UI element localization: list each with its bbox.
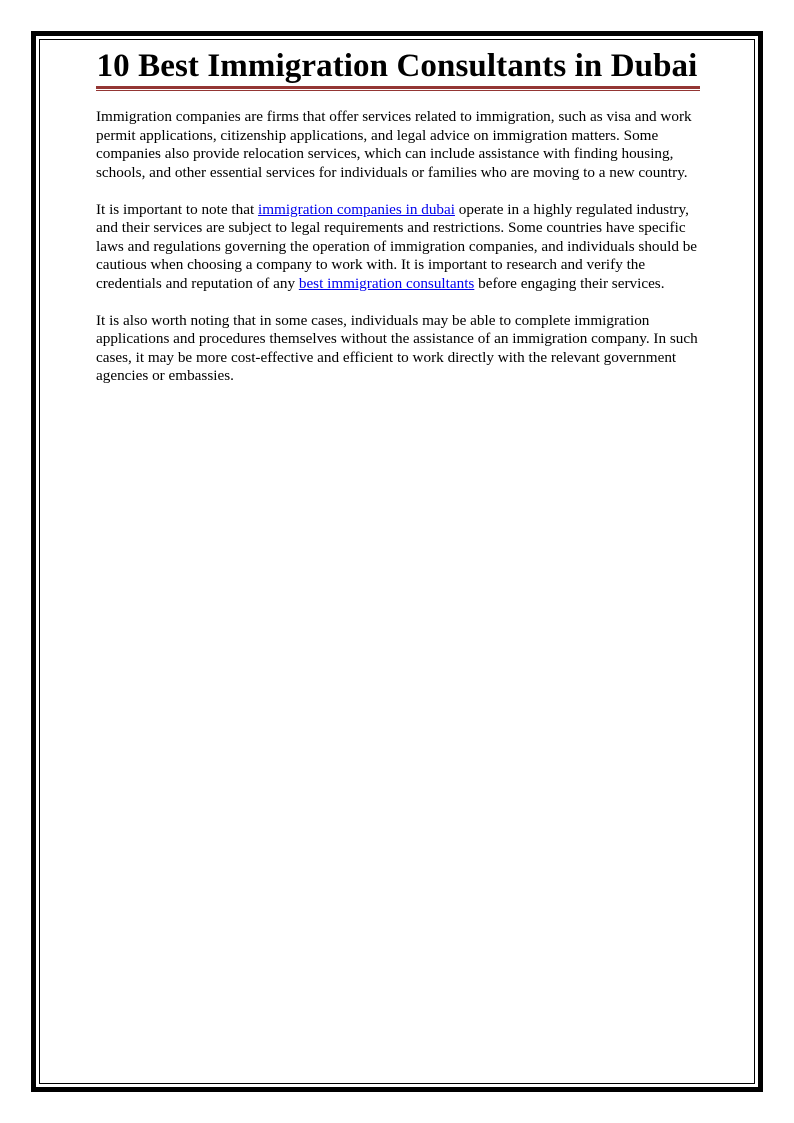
link-immigration-companies-in-dubai[interactable]: immigration companies in dubai: [257, 200, 455, 218]
title-underline-rule: [96, 86, 700, 91]
paragraph-regulation-text-start: It is important to note that: [96, 200, 258, 218]
paragraph-regulation-text-middle: operate in a highly regulated industry, and their services are subject to legal requirements and restrictions. Some countries have specific laws and regulations governing the operation of immigration companies, and individuals should be cautious when choosing a company to work with. It is important to research and verify the credentials and reputation of any: [96, 200, 698, 292]
paragraph-regulation-text-end: before engaging their services.: [474, 274, 665, 292]
paragraph-regulation: [96, 201, 706, 294]
link-best-immigration-consultants[interactable]: best immigration consultants: [298, 274, 475, 292]
paragraph-self-application: It is also worth noting that in some cases, individuals may be able to complete immigration applications and procedures themselves without the assistance of an immigration company. In such cases, it may be more cost-effective and efficient to work directly with the relevant government agencies or embassies.: [96, 311, 698, 384]
document-body: [96, 108, 706, 404]
paragraph-intro: Immigration companies are firms that offer services related to immigration, such as visa and work permit applications, citizenship applications, and legal advice on immigration matters. Some companies also provide relocation services, which can include assistance with finding housing, schools, and other essential services for individuals or families who are moving to a new country.: [96, 108, 692, 181]
page-title: 10 Best Immigration Consultants in Dubai: [96, 48, 698, 84]
